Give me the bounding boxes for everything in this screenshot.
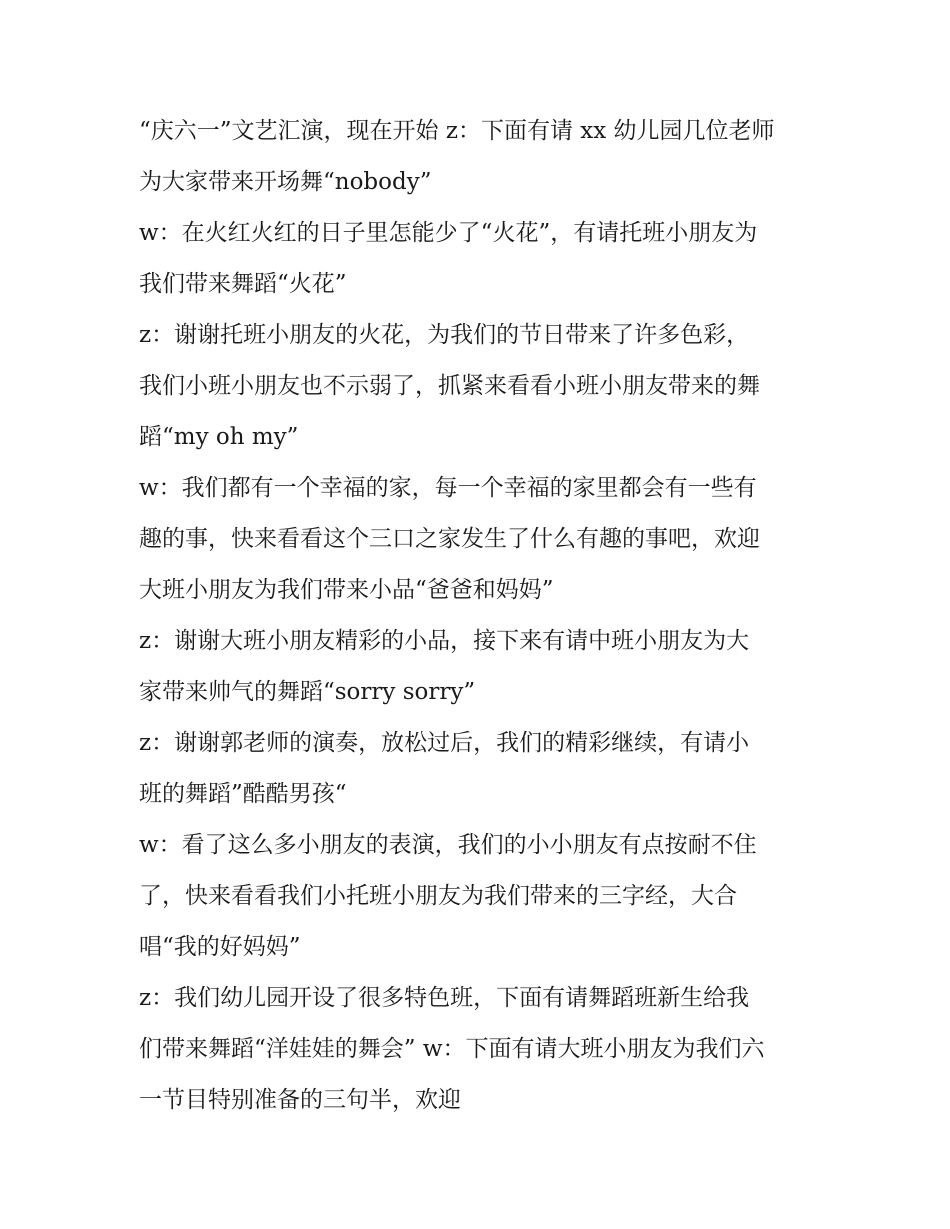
text-line: w：在火红火红的日子里怎能少了“火花”，有请托班小朋友为 [139, 220, 758, 246]
text-line: w：我们都有一个幸福的家，每一个幸福的家里都会有一些有 [139, 475, 757, 501]
text-line: “庆六一”文艺汇演，现在开始 z：下面有请 xx 幼儿园几位老师 [139, 118, 775, 144]
text-line: 我们小班小朋友也不示弱了，抓紧来看看小班小朋友带来的舞 [139, 373, 760, 399]
text-line: 一节目特别准备的三句半，欢迎 [139, 1087, 461, 1113]
text-line: z：我们幼儿园开设了很多特色班，下面有请舞蹈班新生给我 [139, 985, 750, 1011]
text-line: 趣的事，快来看看这个三口之家发生了什么有趣的事吧，欢迎 [139, 526, 760, 552]
text-line: z：谢谢托班小朋友的火花，为我们的节日带来了许多色彩， [139, 322, 750, 348]
document-body [139, 106, 819, 1126]
text-line: 唱“我的好妈妈” [139, 934, 301, 960]
text-line: 我们带来舞蹈“火花” [139, 271, 347, 297]
text-line: 班的舞蹈”酷酷男孩“ [139, 781, 347, 807]
text-line: 家带来帅气的舞蹈“sorry sorry” [139, 679, 476, 705]
text-line: 大班小朋友为我们带来小品“爸爸和妈妈” [139, 577, 554, 603]
text-line: 蹈“my oh my” [139, 424, 299, 450]
text-line: 了，快来看看我们小托班小朋友为我们带来的三字经，大合 [139, 883, 737, 909]
text-line: z：谢谢大班小朋友精彩的小品，接下来有请中班小朋友为大 [139, 628, 750, 654]
text-line: 们带来舞蹈“洋娃娃的舞会” w：下面有请大班小朋友为我们六 [139, 1036, 765, 1062]
text-line: z：谢谢郭老师的演奏，放松过后，我们的精彩继续，有请小 [139, 730, 750, 756]
text-line: w：看了这么多小朋友的表演，我们的小小朋友有点按耐不住 [139, 832, 757, 858]
text-line: 为大家带来开场舞“nobody” [139, 169, 432, 195]
